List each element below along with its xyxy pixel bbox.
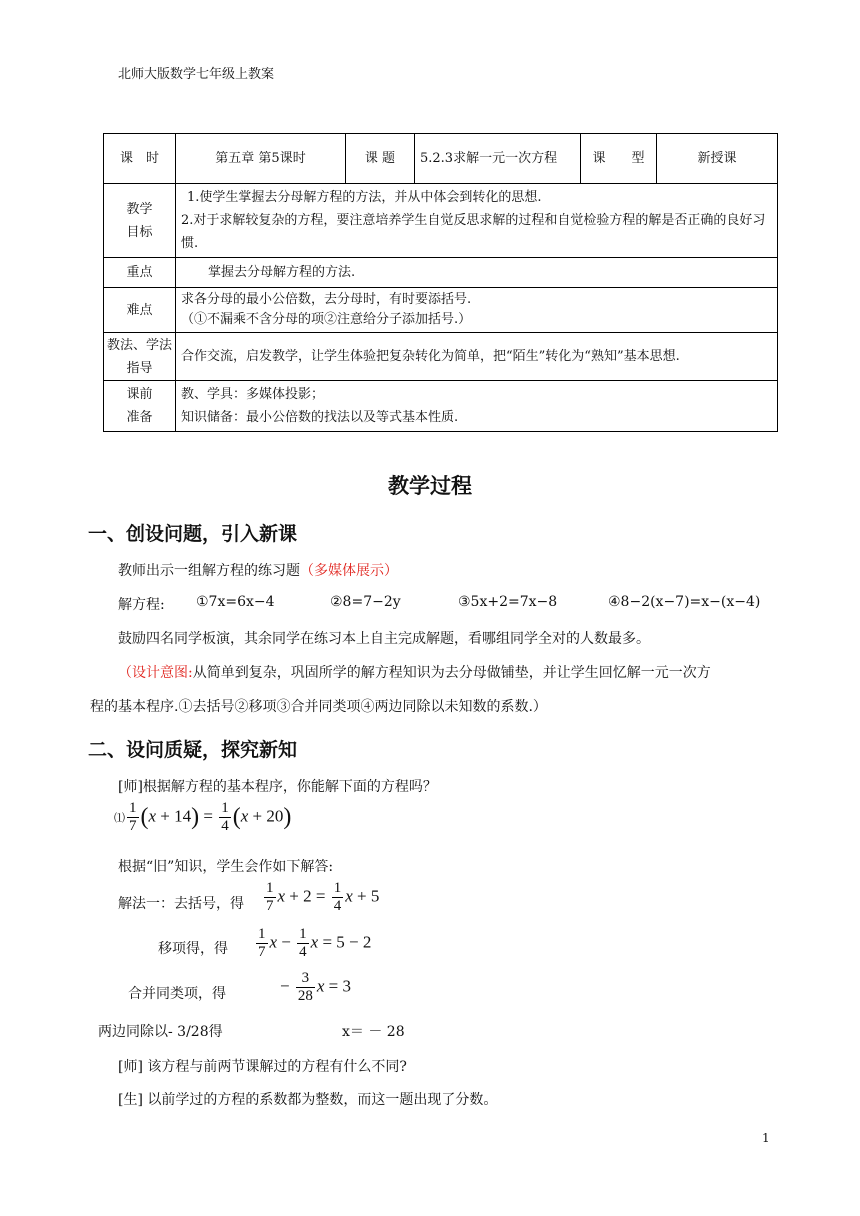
- cell-lesson-value: 第五章 第5课时: [176, 134, 346, 184]
- cell-method-label: 教法、学法指导: [104, 333, 176, 381]
- multimedia-note: （多媒体展示）: [300, 563, 398, 579]
- step1-equation: $\frac{1}{7}$ x + 2 = $\frac{1}{4}$ x + 5: [266, 880, 380, 914]
- design-intent-line2: 程的基本程序.①去括号②移项③合并同类项④两边同除以未知数的系数.）: [90, 699, 547, 715]
- student-answer: [生] 以前学过的方程的系数都为整数，而这一题出现了分数。: [118, 1092, 498, 1108]
- step3-equation: − $\frac{3}{28}$ x = 3: [280, 970, 351, 1004]
- page-header: 北师大版数学七年级上教案: [118, 67, 275, 82]
- cell-goal-text: [176, 184, 778, 258]
- cell-type-value: 新授课: [657, 134, 778, 184]
- exercise-label: 解方程:: [118, 597, 165, 613]
- cell-topic-label: 课 题: [346, 134, 415, 184]
- teacher-question-1: [师]根据解方程的基本程序，你能解下面的方程吗？: [118, 779, 437, 795]
- cell-lesson-label: 课 时: [104, 134, 176, 184]
- exercise-1: ①7x=6x−4: [196, 594, 275, 610]
- equation-1: ⑴ $\frac{1}{7}$ (x + 14) = $\frac{1}{4}$ (x + 20): [114, 800, 292, 834]
- old-knowledge-text: 根据“旧”知识，学生会作如下解答:: [118, 859, 334, 875]
- design-intent-line1: [118, 662, 711, 682]
- lesson-info-table: [103, 133, 778, 432]
- cell-type-label: 课 型: [581, 134, 657, 184]
- goal-line-1: 1.使学生掌握去分母解方程的方法，并从中体会到转化的思想.: [187, 190, 542, 205]
- prep-line-1: 教、学具：多媒体投影；: [181, 387, 325, 402]
- design-intent-label: （设计意图:: [118, 665, 193, 681]
- equation-marker: ⑴: [114, 812, 125, 825]
- cell-topic-value: 5.2.3求解一元一次方程: [415, 134, 581, 184]
- teacher-question-2: [师] 该方程与前两节课解过的方程有什么不同?: [118, 1059, 407, 1075]
- cell-hard-label: 难点: [104, 288, 176, 333]
- cell-goal-label: 教学目标: [104, 184, 176, 258]
- cell-method-text: 合作交流，启发教学，让学生体验把复杂转化为简单，把“陌生”转化为“熟知”基本思想.: [176, 333, 778, 381]
- section2-heading: 二、设问质疑，探究新知: [88, 739, 298, 761]
- page-number: 1: [762, 1131, 770, 1145]
- main-title: 教学过程: [388, 474, 472, 498]
- step2-equation: $\frac{1}{7}$ x − $\frac{1}{4}$ x = 5 − 2: [258, 926, 372, 960]
- exercise-3: ③5x+2=7x−8: [458, 594, 558, 610]
- cell-prep-text: [176, 381, 778, 432]
- step1-label: 解法一：去括号，得: [118, 896, 244, 912]
- hard-line-2: （①不漏乘不含分母的项②注意给分子添加括号.）: [181, 312, 472, 327]
- step4-result: x＝ － 28: [342, 1024, 405, 1040]
- cell-key-text: 掌握去分母解方程的方法.: [176, 258, 778, 288]
- intro-text: 教师出示一组解方程的练习题: [118, 563, 300, 579]
- step3-label: 合并同类项，得: [128, 986, 226, 1002]
- section1-intro: [118, 560, 398, 580]
- section1-para2: 鼓励四名同学板演，其余同学在练习本上自主完成解题，看哪组同学全对的人数最多。: [118, 631, 650, 647]
- prep-line-2: 知识储备：最小公倍数的找法以及等式基本性质.: [181, 410, 459, 425]
- step2-label: 移项得，得: [158, 941, 228, 957]
- section1-heading: 一、创设问题，引入新课: [88, 523, 298, 545]
- exercise-2: ②8=7−2y: [330, 594, 401, 610]
- step4-label: 两边同除以- 3/28得: [98, 1024, 223, 1040]
- cell-hard-text: [176, 288, 778, 333]
- exercise-4: ④8−2(x−7)=x−(x−4): [608, 594, 761, 610]
- goal-line-2: 2.对于求解较复杂的方程，要注意培养学生自觉反思求解的过程和自觉检验方程的解是否正确的良好习惯.: [181, 213, 766, 251]
- cell-key-label: 重点: [104, 258, 176, 288]
- hard-line-1: 求各分母的最小公倍数，去分母时，有时要添括号.: [181, 292, 472, 307]
- cell-prep-label: 课前准备: [104, 381, 176, 432]
- design-intent-text-a: 从简单到复杂，巩固所学的解方程知识为去分母做铺垫，并让学生回忆解一元一次方: [192, 665, 711, 681]
